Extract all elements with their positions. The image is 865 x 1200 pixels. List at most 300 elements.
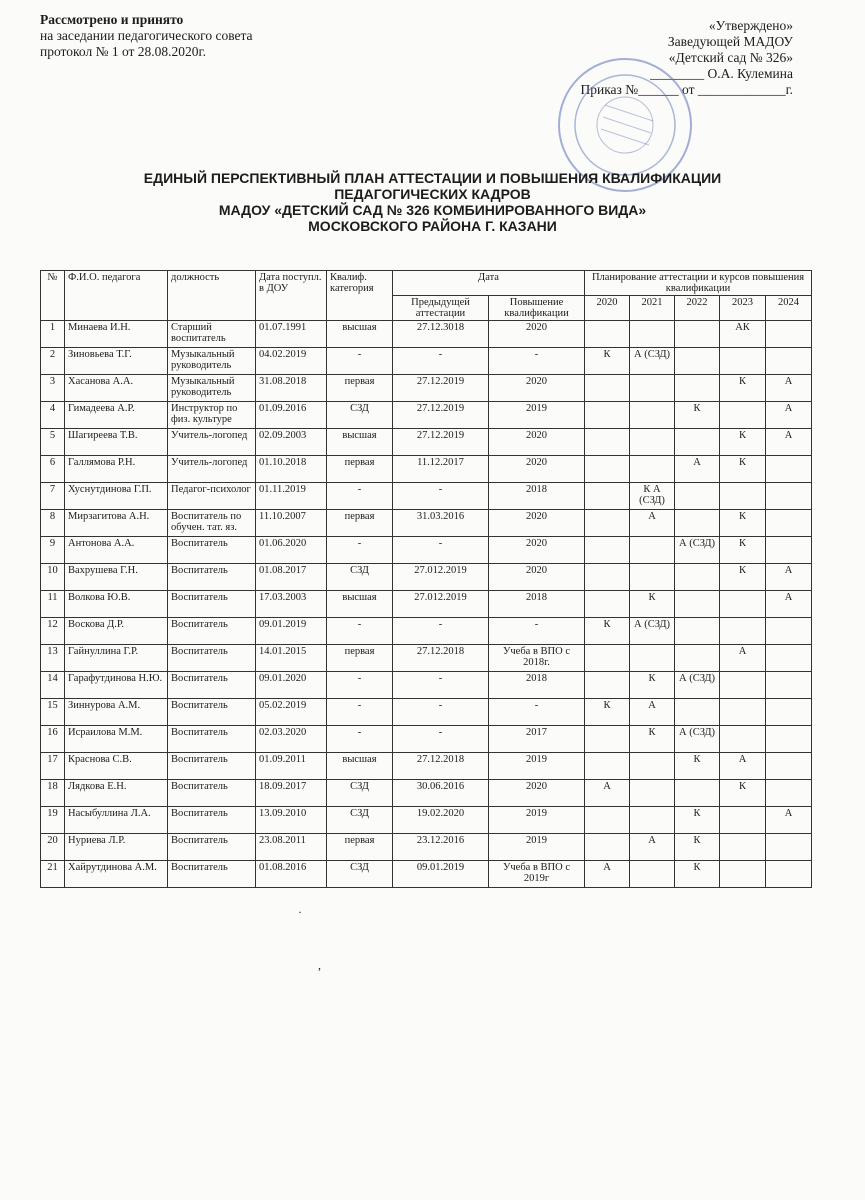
row-number-cell: 2 — [41, 348, 65, 375]
year-plan-cell — [585, 753, 630, 780]
speck-mark: , — [318, 958, 321, 972]
title-line-2: ПЕДАГОГИЧЕСКИХ КАДРОВ — [334, 186, 531, 202]
row-number-cell: 12 — [41, 618, 65, 645]
hire-date-cell: 23.08.2011 — [256, 834, 327, 861]
year-plan-cell — [720, 699, 766, 726]
teacher-name-cell: Мирзагитова А.Н. — [65, 510, 168, 537]
teacher-name-cell: Гарафутдинова Н.Ю. — [65, 672, 168, 699]
table-row — [41, 861, 812, 888]
qualification-cell: 2019 — [489, 834, 585, 861]
category-cell: СЗД — [327, 402, 393, 429]
hire-date-cell: 09.01.2020 — [256, 672, 327, 699]
year-plan-cell — [766, 321, 812, 348]
year-plan-cell — [630, 753, 675, 780]
year-plan-cell: А (СЗД) — [630, 618, 675, 645]
hire-date-cell: 05.02.2019 — [256, 699, 327, 726]
category-cell: высшая — [327, 753, 393, 780]
prev-attestation-cell: - — [393, 618, 489, 645]
year-plan-cell: К — [675, 861, 720, 888]
year-plan-cell: К — [585, 618, 630, 645]
teacher-name-cell: Лядкова Е.Н. — [65, 780, 168, 807]
year-plan-cell — [630, 429, 675, 456]
year-plan-cell — [675, 483, 720, 510]
year-plan-cell: А — [630, 699, 675, 726]
speck-mark: · — [298, 905, 302, 919]
prev-attestation-cell: 23.12.2016 — [393, 834, 489, 861]
year-plan-cell — [766, 456, 812, 483]
category-cell: СЗД — [327, 807, 393, 834]
year-plan-cell: А — [766, 429, 812, 456]
row-number-cell: 5 — [41, 429, 65, 456]
position-cell: Педагог-психолог — [168, 483, 256, 510]
hire-date-cell: 09.01.2019 — [256, 618, 327, 645]
teacher-name-cell: Антонова А.А. — [65, 537, 168, 564]
approved-org: «Детский сад № 326» — [668, 50, 793, 65]
category-cell: высшая — [327, 321, 393, 348]
position-cell: Воспитатель — [168, 618, 256, 645]
year-plan-cell — [585, 537, 630, 564]
year-plan-cell — [585, 726, 630, 753]
hire-date-cell: 17.03.2003 — [256, 591, 327, 618]
row-number-cell: 10 — [41, 564, 65, 591]
year-plan-cell: А — [766, 807, 812, 834]
row-number-cell: 9 — [41, 537, 65, 564]
hire-date-cell: 01.08.2017 — [256, 564, 327, 591]
year-plan-cell — [630, 456, 675, 483]
qualification-cell: 2020 — [489, 510, 585, 537]
year-plan-cell — [766, 672, 812, 699]
hire-date-cell: 01.06.2020 — [256, 537, 327, 564]
teacher-name-cell: Минаева И.Н. — [65, 321, 168, 348]
prev-attestation-cell: 30.06.2016 — [393, 780, 489, 807]
year-plan-cell — [585, 591, 630, 618]
year-plan-cell — [675, 429, 720, 456]
approval-title: Рассмотрено и принято — [40, 12, 184, 27]
qualification-cell: 2020 — [489, 537, 585, 564]
qualification-cell: 2020 — [489, 564, 585, 591]
row-number-cell: 19 — [41, 807, 65, 834]
qualification-cell: 2019 — [489, 807, 585, 834]
teacher-name-cell: Зиннурова А.М. — [65, 699, 168, 726]
prev-attestation-cell: - — [393, 672, 489, 699]
prev-attestation-cell: 27.012.2019 — [393, 564, 489, 591]
year-plan-cell — [720, 861, 766, 888]
prev-attestation-cell: - — [393, 483, 489, 510]
year-plan-cell — [720, 483, 766, 510]
category-cell: - — [327, 726, 393, 753]
year-plan-cell: К — [720, 456, 766, 483]
teacher-name-cell: Исраилова М.М. — [65, 726, 168, 753]
prev-attestation-cell: 19.02.2020 — [393, 807, 489, 834]
qualification-cell: 2017 — [489, 726, 585, 753]
year-plan-cell: А (СЗД) — [675, 726, 720, 753]
year-plan-cell — [766, 780, 812, 807]
hire-date-cell: 01.10.2018 — [256, 456, 327, 483]
prev-attestation-cell: - — [393, 699, 489, 726]
col-name-header: Ф.И.О. педагога — [65, 271, 168, 321]
position-cell: Музыкальный руководитель — [168, 375, 256, 402]
position-cell: Воспитатель — [168, 564, 256, 591]
category-cell: - — [327, 348, 393, 375]
position-cell: Воспитатель — [168, 807, 256, 834]
category-cell: - — [327, 618, 393, 645]
table-row — [41, 321, 812, 348]
qualification-cell: Учеба в ВПО с 2019г — [489, 861, 585, 888]
col-category-header: Квалиф. категория — [327, 271, 393, 321]
position-cell: Воспитатель — [168, 537, 256, 564]
year-plan-cell: А (СЗД) — [630, 348, 675, 375]
year-plan-cell — [675, 348, 720, 375]
row-number-cell: 6 — [41, 456, 65, 483]
year-plan-cell: А — [766, 375, 812, 402]
prev-attestation-cell: 11.12.2017 — [393, 456, 489, 483]
col-plan-group-header: Планирование аттестации и курсов повышения квалификации — [585, 271, 812, 296]
qualification-cell: - — [489, 618, 585, 645]
category-cell: высшая — [327, 429, 393, 456]
year-plan-cell: К — [720, 564, 766, 591]
year-plan-cell — [766, 861, 812, 888]
hire-date-cell: 11.10.2007 — [256, 510, 327, 537]
table-row — [41, 510, 812, 537]
category-cell: СЗД — [327, 780, 393, 807]
table-row — [41, 726, 812, 753]
prev-attestation-cell: 27.12.2019 — [393, 429, 489, 456]
hire-date-cell: 01.08.2016 — [256, 861, 327, 888]
year-plan-cell — [630, 375, 675, 402]
table-row — [41, 402, 812, 429]
hire-date-cell: 14.01.2015 — [256, 645, 327, 672]
table-row — [41, 429, 812, 456]
year-plan-cell: К — [675, 402, 720, 429]
position-cell: Воспитатель — [168, 726, 256, 753]
year-plan-cell — [630, 402, 675, 429]
teacher-name-cell: Гайнуллина Г.Р. — [65, 645, 168, 672]
year-plan-cell: А — [630, 834, 675, 861]
year-plan-cell: АК — [720, 321, 766, 348]
position-cell: Инструктор по физ. культуре — [168, 402, 256, 429]
table-row — [41, 807, 812, 834]
year-plan-cell — [766, 834, 812, 861]
year-plan-cell — [720, 402, 766, 429]
year-plan-cell: К — [585, 348, 630, 375]
year-plan-cell — [585, 429, 630, 456]
year-plan-cell — [720, 348, 766, 375]
table-row — [41, 348, 812, 375]
prev-attestation-cell: - — [393, 348, 489, 375]
teacher-name-cell: Насыбуллина Л.А. — [65, 807, 168, 834]
qualification-cell: - — [489, 699, 585, 726]
year-plan-cell — [766, 699, 812, 726]
teacher-name-cell: Краснова С.В. — [65, 753, 168, 780]
prev-attestation-cell: 09.01.2019 — [393, 861, 489, 888]
col-year-header: 2024 — [766, 296, 812, 321]
category-cell: первая — [327, 834, 393, 861]
year-plan-cell — [630, 564, 675, 591]
year-plan-cell: К — [630, 591, 675, 618]
teacher-name-cell: Нуриева Л.Р. — [65, 834, 168, 861]
table-row — [41, 672, 812, 699]
year-plan-cell: К А (СЗД) — [630, 483, 675, 510]
year-plan-cell — [585, 375, 630, 402]
year-plan-cell — [675, 510, 720, 537]
col-position-header: должность — [168, 271, 256, 321]
position-cell: Старший воспитатель — [168, 321, 256, 348]
year-plan-cell — [630, 645, 675, 672]
teacher-name-cell: Воскова Д.Р. — [65, 618, 168, 645]
year-plan-cell: К — [720, 780, 766, 807]
year-plan-cell — [630, 861, 675, 888]
year-plan-cell — [585, 510, 630, 537]
year-plan-cell — [585, 564, 630, 591]
year-plan-cell: К — [630, 672, 675, 699]
year-plan-cell — [766, 753, 812, 780]
year-plan-cell — [675, 618, 720, 645]
position-cell: Воспитатель — [168, 672, 256, 699]
year-plan-cell: А — [720, 645, 766, 672]
teacher-name-cell: Зиновьева Т.Г. — [65, 348, 168, 375]
hire-date-cell: 01.11.2019 — [256, 483, 327, 510]
hire-date-cell: 01.09.2011 — [256, 753, 327, 780]
year-plan-cell — [766, 726, 812, 753]
year-plan-cell: К — [630, 726, 675, 753]
year-plan-cell — [766, 483, 812, 510]
year-plan-cell — [720, 807, 766, 834]
position-cell: Учитель-логопед — [168, 456, 256, 483]
year-plan-cell: К — [720, 375, 766, 402]
approved-signature: ________ О.А. Кулемина — [650, 66, 793, 81]
prev-attestation-cell: 31.03.2016 — [393, 510, 489, 537]
col-num-header: № — [41, 271, 65, 321]
table-row — [41, 699, 812, 726]
year-plan-cell — [766, 537, 812, 564]
category-cell: СЗД — [327, 564, 393, 591]
year-plan-cell — [720, 618, 766, 645]
approval-block — [40, 12, 253, 60]
table-row — [41, 753, 812, 780]
teacher-name-cell: Хасанова А.А. — [65, 375, 168, 402]
row-number-cell: 18 — [41, 780, 65, 807]
year-plan-cell: А — [766, 402, 812, 429]
table-row — [41, 456, 812, 483]
year-plan-cell — [585, 483, 630, 510]
category-cell: - — [327, 699, 393, 726]
year-plan-cell — [675, 321, 720, 348]
table-row — [41, 834, 812, 861]
title-line-4: МОСКОВСКОГО РАЙОНА Г. КАЗАНИ — [308, 218, 557, 234]
approval-protocol: протокол № 1 от 28.08.2020г. — [40, 44, 206, 59]
year-plan-cell — [675, 699, 720, 726]
year-plan-cell — [675, 591, 720, 618]
prev-attestation-cell: - — [393, 537, 489, 564]
position-cell: Воспитатель по обучен. тат. яз. — [168, 510, 256, 537]
year-plan-cell — [720, 591, 766, 618]
position-cell: Воспитатель — [168, 834, 256, 861]
table-row — [41, 564, 812, 591]
qualification-cell: 2020 — [489, 456, 585, 483]
row-number-cell: 16 — [41, 726, 65, 753]
row-number-cell: 4 — [41, 402, 65, 429]
year-plan-cell — [585, 321, 630, 348]
title-line-3: МАДОУ «ДЕТСКИЙ САД № 326 КОМБИНИРОВАННОГО ВИДА» — [218, 202, 647, 218]
category-cell: первая — [327, 510, 393, 537]
col-year-header: 2021 — [630, 296, 675, 321]
year-plan-cell — [720, 834, 766, 861]
year-plan-cell — [766, 348, 812, 375]
year-plan-cell — [630, 780, 675, 807]
category-cell: - — [327, 483, 393, 510]
year-plan-cell — [585, 645, 630, 672]
year-plan-cell: К — [720, 537, 766, 564]
year-plan-cell: К — [675, 834, 720, 861]
table-row — [41, 591, 812, 618]
qualification-cell: 2020 — [489, 429, 585, 456]
year-plan-cell — [585, 834, 630, 861]
approved-head: Заведующей МАДОУ — [667, 34, 793, 49]
col-date-group-header: Дата — [393, 271, 585, 296]
row-number-cell: 1 — [41, 321, 65, 348]
prev-attestation-cell: 27.12.2018 — [393, 753, 489, 780]
hire-date-cell: 02.09.2003 — [256, 429, 327, 456]
qualification-cell: 2020 — [489, 375, 585, 402]
row-number-cell: 7 — [41, 483, 65, 510]
table-row — [41, 780, 812, 807]
qualification-cell: Учеба в ВПО с 2018г. — [489, 645, 585, 672]
row-number-cell: 8 — [41, 510, 65, 537]
year-plan-cell: К — [720, 510, 766, 537]
category-cell: - — [327, 537, 393, 564]
position-cell: Воспитатель — [168, 780, 256, 807]
position-cell: Воспитатель — [168, 861, 256, 888]
prev-attestation-cell: 27.12.2019 — [393, 375, 489, 402]
year-plan-cell — [585, 402, 630, 429]
hire-date-cell: 18.09.2017 — [256, 780, 327, 807]
hire-date-cell: 02.03.2020 — [256, 726, 327, 753]
table-row — [41, 618, 812, 645]
col-hire-date-header: Дата поступл. в ДОУ — [256, 271, 327, 321]
qualification-cell: - — [489, 348, 585, 375]
category-cell: высшая — [327, 591, 393, 618]
col-year-header: 2020 — [585, 296, 630, 321]
year-plan-cell — [585, 672, 630, 699]
table-row — [41, 537, 812, 564]
teacher-name-cell: Гимадеева А.Р. — [65, 402, 168, 429]
prev-attestation-cell: 27.012.2019 — [393, 591, 489, 618]
teacher-name-cell: Вахрушева Г.Н. — [65, 564, 168, 591]
hire-date-cell: 01.09.2016 — [256, 402, 327, 429]
prev-attestation-cell: 27.12.2018 — [393, 645, 489, 672]
year-plan-cell — [766, 645, 812, 672]
year-plan-cell — [675, 780, 720, 807]
year-plan-cell: А (СЗД) — [675, 672, 720, 699]
category-cell: - — [327, 672, 393, 699]
prev-attestation-cell: 27.12.3018 — [393, 321, 489, 348]
year-plan-cell: К — [675, 807, 720, 834]
category-cell: первая — [327, 456, 393, 483]
approved-order: Приказ №______ от _____________г. — [580, 82, 793, 97]
qualification-cell: 2019 — [489, 402, 585, 429]
approval-line: на заседании педагогического совета — [40, 28, 253, 43]
hire-date-cell: 01.07.1991 — [256, 321, 327, 348]
row-number-cell: 14 — [41, 672, 65, 699]
year-plan-cell — [766, 510, 812, 537]
col-prev-attestation-header: Предыдущей аттестации — [393, 296, 489, 321]
teacher-name-cell: Волкова Ю.В. — [65, 591, 168, 618]
hire-date-cell: 04.02.2019 — [256, 348, 327, 375]
year-plan-cell: А — [630, 510, 675, 537]
title-line-1: ЕДИНЫЙ ПЕРСПЕКТИВНЫЙ ПЛАН АТТЕСТАЦИИ И ПОВЫШЕНИЯ КВАЛИФИКАЦИИ — [143, 170, 722, 186]
year-plan-cell — [630, 807, 675, 834]
year-plan-cell — [675, 564, 720, 591]
hire-date-cell: 13.09.2010 — [256, 807, 327, 834]
teacher-name-cell: Хуснутдинова Г.П. — [65, 483, 168, 510]
row-number-cell: 20 — [41, 834, 65, 861]
row-number-cell: 13 — [41, 645, 65, 672]
position-cell: Воспитатель — [168, 591, 256, 618]
prev-attestation-cell: - — [393, 726, 489, 753]
row-number-cell: 15 — [41, 699, 65, 726]
qualification-cell: 2019 — [489, 753, 585, 780]
year-plan-cell — [675, 645, 720, 672]
teacher-name-cell: Шагиреева Т.В. — [65, 429, 168, 456]
approved-title: «Утверждено» — [708, 18, 793, 33]
teacher-name-cell: Галлямова Р.Н. — [65, 456, 168, 483]
row-number-cell: 21 — [41, 861, 65, 888]
year-plan-cell: К — [585, 699, 630, 726]
year-plan-cell: А — [585, 861, 630, 888]
table-row — [41, 483, 812, 510]
position-cell: Воспитатель — [168, 645, 256, 672]
year-plan-cell: А — [585, 780, 630, 807]
position-cell: Музыкальный руководитель — [168, 348, 256, 375]
position-cell: Воспитатель — [168, 753, 256, 780]
year-plan-cell: А — [766, 564, 812, 591]
row-number-cell: 11 — [41, 591, 65, 618]
row-number-cell: 3 — [41, 375, 65, 402]
qualification-cell: 2018 — [489, 483, 585, 510]
qualification-cell: 2018 — [489, 672, 585, 699]
year-plan-cell: А — [675, 456, 720, 483]
row-number-cell: 17 — [41, 753, 65, 780]
qualification-cell: 2018 — [489, 591, 585, 618]
header-row-1 — [41, 271, 812, 296]
qualification-cell: 2020 — [489, 321, 585, 348]
year-plan-cell — [766, 618, 812, 645]
teacher-name-cell: Хайрутдинова А.М. — [65, 861, 168, 888]
year-plan-cell — [585, 807, 630, 834]
col-year-header: 2023 — [720, 296, 766, 321]
year-plan-cell — [630, 321, 675, 348]
col-year-header: 2022 — [675, 296, 720, 321]
page-title — [0, 170, 865, 234]
year-plan-cell — [585, 456, 630, 483]
year-plan-cell — [675, 375, 720, 402]
attestation-plan-table — [40, 270, 812, 888]
table-row — [41, 375, 812, 402]
year-plan-cell: А (СЗД) — [675, 537, 720, 564]
category-cell: СЗД — [327, 861, 393, 888]
year-plan-cell: А — [720, 753, 766, 780]
qualification-cell: 2020 — [489, 780, 585, 807]
table-row — [41, 645, 812, 672]
prev-attestation-cell: 27.12.2019 — [393, 402, 489, 429]
table-body — [41, 321, 812, 888]
col-qualification-header: Повышение квалификации — [489, 296, 585, 321]
hire-date-cell: 31.08.2018 — [256, 375, 327, 402]
category-cell: первая — [327, 375, 393, 402]
year-plan-cell: К — [675, 753, 720, 780]
year-plan-cell — [630, 537, 675, 564]
category-cell: первая — [327, 645, 393, 672]
